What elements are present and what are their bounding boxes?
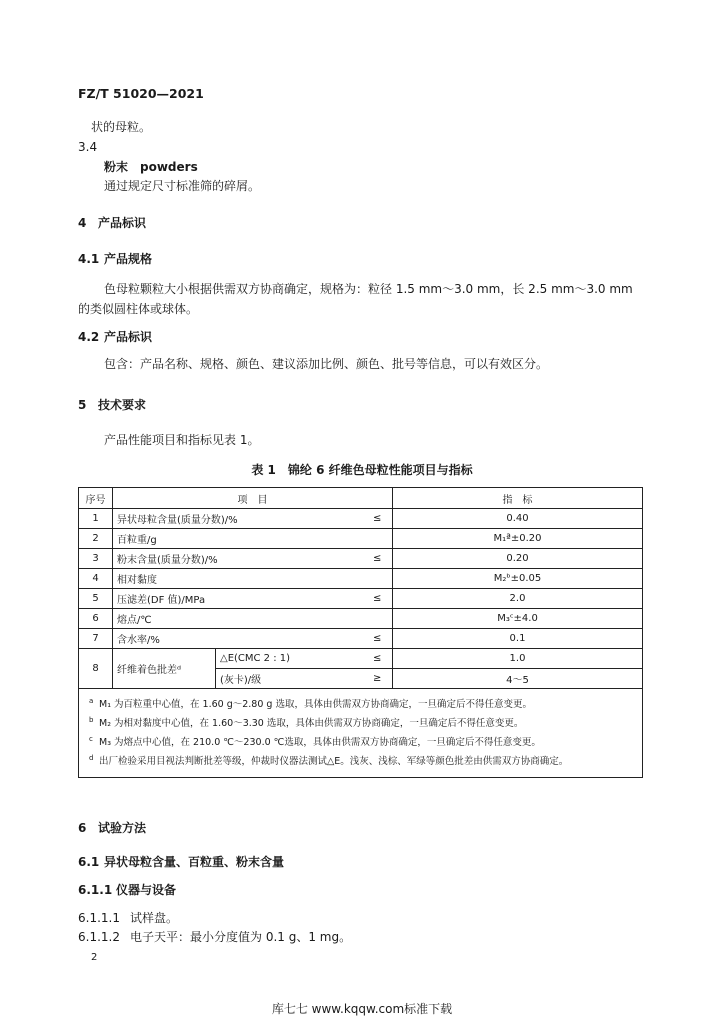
- section-4-1-text: 色母粒颗粒大小根据供需双方协商确定，规格为：粒径 1.5 mm～3.0 mm，长 2.5 mm～3.0 mm 的类似圆柱体或球体。: [78, 282, 633, 316]
- row-no: 7: [79, 629, 113, 649]
- note-mark: b: [89, 716, 94, 724]
- section-3-4-number: 3.4: [78, 140, 98, 154]
- row-item: 纤维着色批差ᵈ: [113, 649, 216, 689]
- section-number: 6.1.1: [78, 883, 113, 897]
- table-row: [79, 529, 643, 549]
- table-row: [79, 569, 643, 589]
- row-value: 0.20: [393, 549, 643, 569]
- row-no: 4: [79, 569, 113, 589]
- performance-table: [78, 487, 643, 778]
- row-item: 粉末含量(质量分数)/%: [113, 549, 363, 569]
- header-item: 项 目: [113, 488, 393, 509]
- row-value: M₁ª±0.20: [393, 529, 643, 549]
- row-item: 百粒重/g: [113, 529, 363, 549]
- row-subitem: (灰卡)/级: [216, 669, 363, 689]
- row-value: 4～5: [393, 669, 643, 689]
- section-title: 试验方法: [98, 821, 147, 835]
- row-value: M₃ᶜ±4.0: [393, 609, 643, 629]
- section-number: 4.1: [78, 252, 100, 266]
- section-4-2-text: 包含：产品名称、规格、颜色、建议添加比例、颜色、批号等信息，可以有效区分。: [104, 357, 549, 371]
- continued-text: 状的母粒。: [91, 120, 152, 134]
- table-note: [89, 733, 636, 752]
- row-item: 熔点/℃: [113, 609, 363, 629]
- section-6-1-1-heading: [78, 881, 176, 898]
- section-3-4-term: 粉末 powders: [104, 160, 198, 174]
- row-value: M₂ᵇ±0.05: [393, 569, 643, 589]
- table-notes: [79, 689, 643, 778]
- row-no: 5: [79, 589, 113, 609]
- section-6-1-1-2: [78, 929, 351, 945]
- header-no: 序号: [79, 488, 113, 509]
- note-text: M₂ 为相对黏度中心值，在 1.60～3.30 选取，具体由供需双方协商确定，一旦确定后不得任意变更。: [99, 718, 524, 729]
- section-6-1-heading: [78, 853, 284, 870]
- note-text: 出厂检验采用目视法判断批差等级，仲裁时仪器法测试△E。浅灰、浅棕、军绿等颜色批差由供需双方协商确定。: [99, 756, 569, 767]
- table-row: [79, 609, 643, 629]
- row-symbol: [363, 609, 393, 629]
- row-item: 相对黏度: [113, 569, 363, 589]
- table-caption: 表 1 锦纶 6 纤维色母粒性能项目与指标: [251, 463, 473, 477]
- footer-watermark: 库七七 www.kqqw.com标准下载: [271, 1002, 453, 1016]
- section-4-2-heading: [78, 328, 152, 345]
- clause-text: 电子天平：最小分度值为 0.1 g、1 mg。: [130, 930, 352, 944]
- table-row: [79, 629, 643, 649]
- row-item: 含水率/%: [113, 629, 363, 649]
- row-no: 3: [79, 549, 113, 569]
- table-row: [79, 549, 643, 569]
- section-4-1-heading: [78, 250, 152, 267]
- row-symbol: ≤: [363, 629, 393, 649]
- note-mark: d: [89, 754, 94, 762]
- row-value: 2.0: [393, 589, 643, 609]
- section-3-4-definition: 通过规定尺寸标准筛的碎屑。: [104, 179, 261, 193]
- table-note: [89, 752, 636, 771]
- section-5-text: 产品性能项目和指标见表 1。: [104, 433, 260, 447]
- table-row: [79, 589, 643, 609]
- row-value: 0.40: [393, 509, 643, 529]
- note-mark: a: [89, 697, 94, 705]
- row-no: 6: [79, 609, 113, 629]
- note-text: M₁ 为百粒重中心值，在 1.60 g～2.80 g 选取，具体由供需双方协商确定，一旦确定后不得任意变更。: [99, 699, 532, 710]
- row-value: 0.1: [393, 629, 643, 649]
- row-no: 2: [79, 529, 113, 549]
- row-symbol: ≤: [363, 549, 393, 569]
- clause-text: 试样盘。: [130, 911, 179, 925]
- clause-number: 6.1.1.2: [78, 930, 120, 944]
- row-symbol: ≤: [363, 649, 393, 669]
- section-title: 仪器与设备: [116, 883, 177, 897]
- table-row: [79, 649, 643, 669]
- table-note: [89, 695, 636, 714]
- row-no: 1: [79, 509, 113, 529]
- header-value: 指 标: [393, 488, 643, 509]
- section-number: 4.2: [78, 330, 100, 344]
- page-number: 2: [91, 952, 98, 963]
- note-mark: c: [89, 735, 93, 743]
- section-title: 产品标识: [104, 330, 153, 344]
- table-header-row: [79, 488, 643, 509]
- table-row: [79, 509, 643, 529]
- row-symbol: ≥: [363, 669, 393, 689]
- standard-code: FZ/T 51020—2021: [78, 86, 204, 101]
- row-subitem: △E(CMC 2 : 1): [216, 649, 363, 669]
- section-number: 6.1: [78, 855, 100, 869]
- table-note: [89, 714, 636, 733]
- row-item: 压滤差(DF 值)/MPa: [113, 589, 363, 609]
- table-notes-row: [79, 689, 643, 778]
- row-value: 1.0: [393, 649, 643, 669]
- row-symbol: ≤: [363, 589, 393, 609]
- row-symbol: [363, 529, 393, 549]
- row-symbol: [363, 569, 393, 589]
- section-6-heading: [78, 819, 146, 836]
- section-number: 5: [78, 398, 87, 412]
- section-title: 产品规格: [104, 252, 153, 266]
- section-title: 产品标识: [98, 216, 147, 230]
- row-item: 异状母粒含量(质量分数)/%: [113, 509, 363, 529]
- section-number: 6: [78, 821, 87, 835]
- section-title: 技术要求: [98, 398, 147, 412]
- section-title: 异状母粒含量、百粒重、粉末含量: [104, 855, 285, 869]
- section-number: 4: [78, 216, 87, 230]
- section-6-1-1-1: [78, 910, 178, 926]
- row-symbol: ≤: [363, 509, 393, 529]
- clause-number: 6.1.1.1: [78, 911, 120, 925]
- section-5-heading: [78, 396, 146, 413]
- section-4-heading: [78, 214, 146, 231]
- note-text: M₃ 为熔点中心值，在 210.0 ℃～230.0 ℃选取，具体由供需双方协商确定，一旦确定后不得任意变更。: [99, 737, 541, 748]
- row-no: 8: [79, 649, 113, 689]
